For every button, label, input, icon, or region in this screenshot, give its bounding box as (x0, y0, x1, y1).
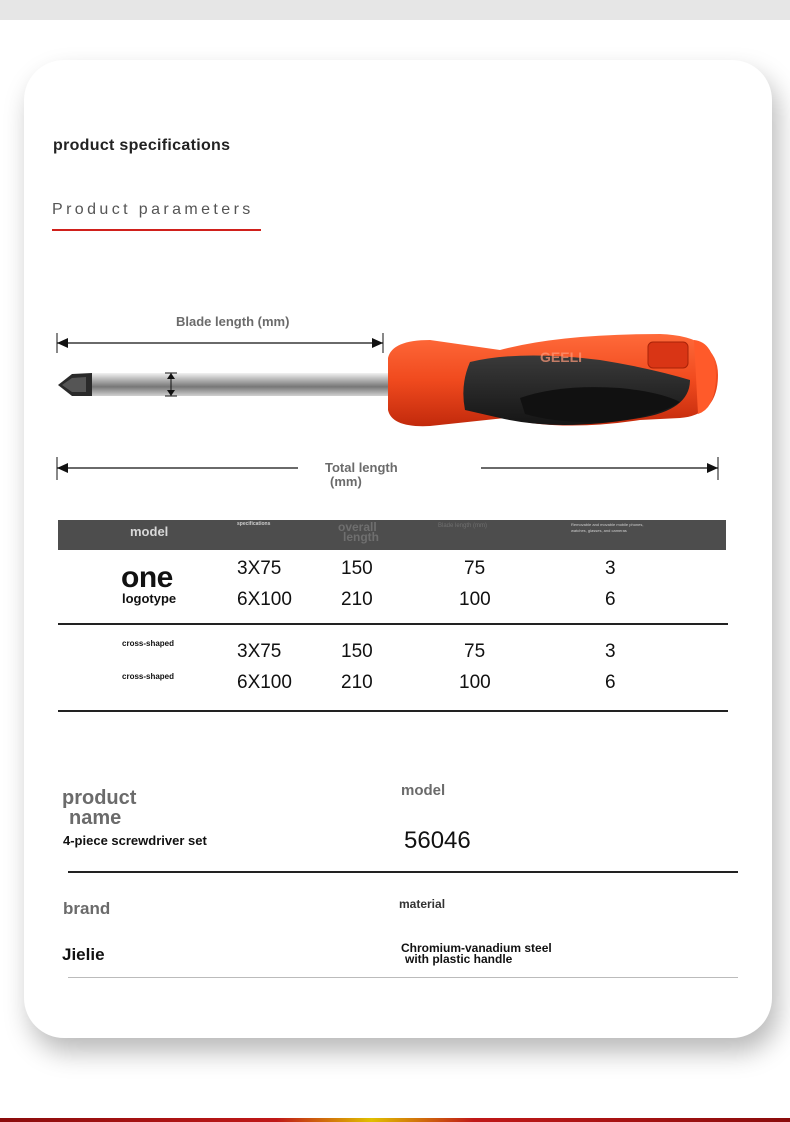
param-underline (52, 229, 261, 231)
table-cell-blade: 75 (464, 558, 486, 579)
table-cell-qty: 6 (605, 589, 616, 610)
top-strip (0, 0, 790, 20)
blade-dimension-arrow (57, 333, 383, 353)
table-cell-spec: 6X100 (237, 589, 292, 610)
model-cross-shaped: cross-shaped (122, 639, 175, 648)
screwdriver-handle (388, 334, 718, 426)
table-cell-qty: 3 (605, 641, 616, 662)
header-overall-line2: length (343, 530, 379, 544)
model-logotype-label: logotype (122, 591, 177, 606)
table-cell-overall: 150 (341, 558, 373, 579)
total-length-label-line2: (mm) (330, 474, 362, 489)
table-bottom-line (58, 710, 728, 712)
table-cell-overall: 150 (341, 641, 373, 662)
table-cell-blade: 100 (459, 672, 491, 693)
total-length-label-line1: Total length (325, 460, 398, 475)
param-title: Product parameters (52, 201, 254, 218)
header-overall-line1: overall (338, 520, 377, 534)
handle-brand-text: GEELI (540, 349, 583, 365)
table-cell-qty: 3 (605, 558, 616, 579)
model-label: model (401, 782, 446, 799)
brand-value: Jielie (62, 945, 105, 964)
header-overall-length (338, 522, 388, 542)
model-cross-shaped: cross-shaped (122, 672, 175, 681)
info-divider (68, 871, 738, 873)
table-cell-spec: 3X75 (237, 558, 282, 579)
table-cell-overall: 210 (341, 589, 373, 610)
info-bottom-line (68, 977, 738, 978)
material-value (401, 943, 552, 965)
header-blade-length: Blade length (mm) (438, 523, 488, 529)
material-label: material (399, 897, 446, 911)
table-cell-spec: 3X75 (237, 641, 282, 662)
total-length-label (325, 461, 435, 489)
table-cell-spec: 6X100 (237, 672, 292, 693)
table-cell-qty: 6 (605, 672, 616, 693)
header-packing: Removable and movable mobile phones, watches, glasses, and cameras (571, 522, 644, 533)
table-cell-blade: 75 (464, 641, 486, 662)
material-value-line2: with plastic handle (405, 952, 513, 966)
product-name-value: 4-piece screwdriver set (63, 833, 207, 848)
table-cell-blade: 100 (459, 589, 491, 610)
spec-title: product specifications (53, 137, 231, 154)
product-name-label (62, 788, 136, 828)
blade-length-label: Blade length (mm) (176, 314, 290, 329)
product-name-label-line2: name (69, 807, 122, 829)
screwdriver-shaft (58, 373, 390, 396)
header-specifications: specifications (237, 521, 271, 527)
bottom-color-strip (0, 1118, 790, 1122)
material-value-line1: Chromium-vanadium steel (401, 941, 552, 955)
model-value: 56046 (404, 827, 471, 854)
brand-label: brand (63, 899, 111, 918)
table-divider (58, 623, 728, 625)
header-model: model (130, 524, 169, 539)
table-cell-overall: 210 (341, 672, 373, 693)
model-one-label: one (121, 561, 173, 594)
product-name-label-line1: product (62, 787, 137, 809)
